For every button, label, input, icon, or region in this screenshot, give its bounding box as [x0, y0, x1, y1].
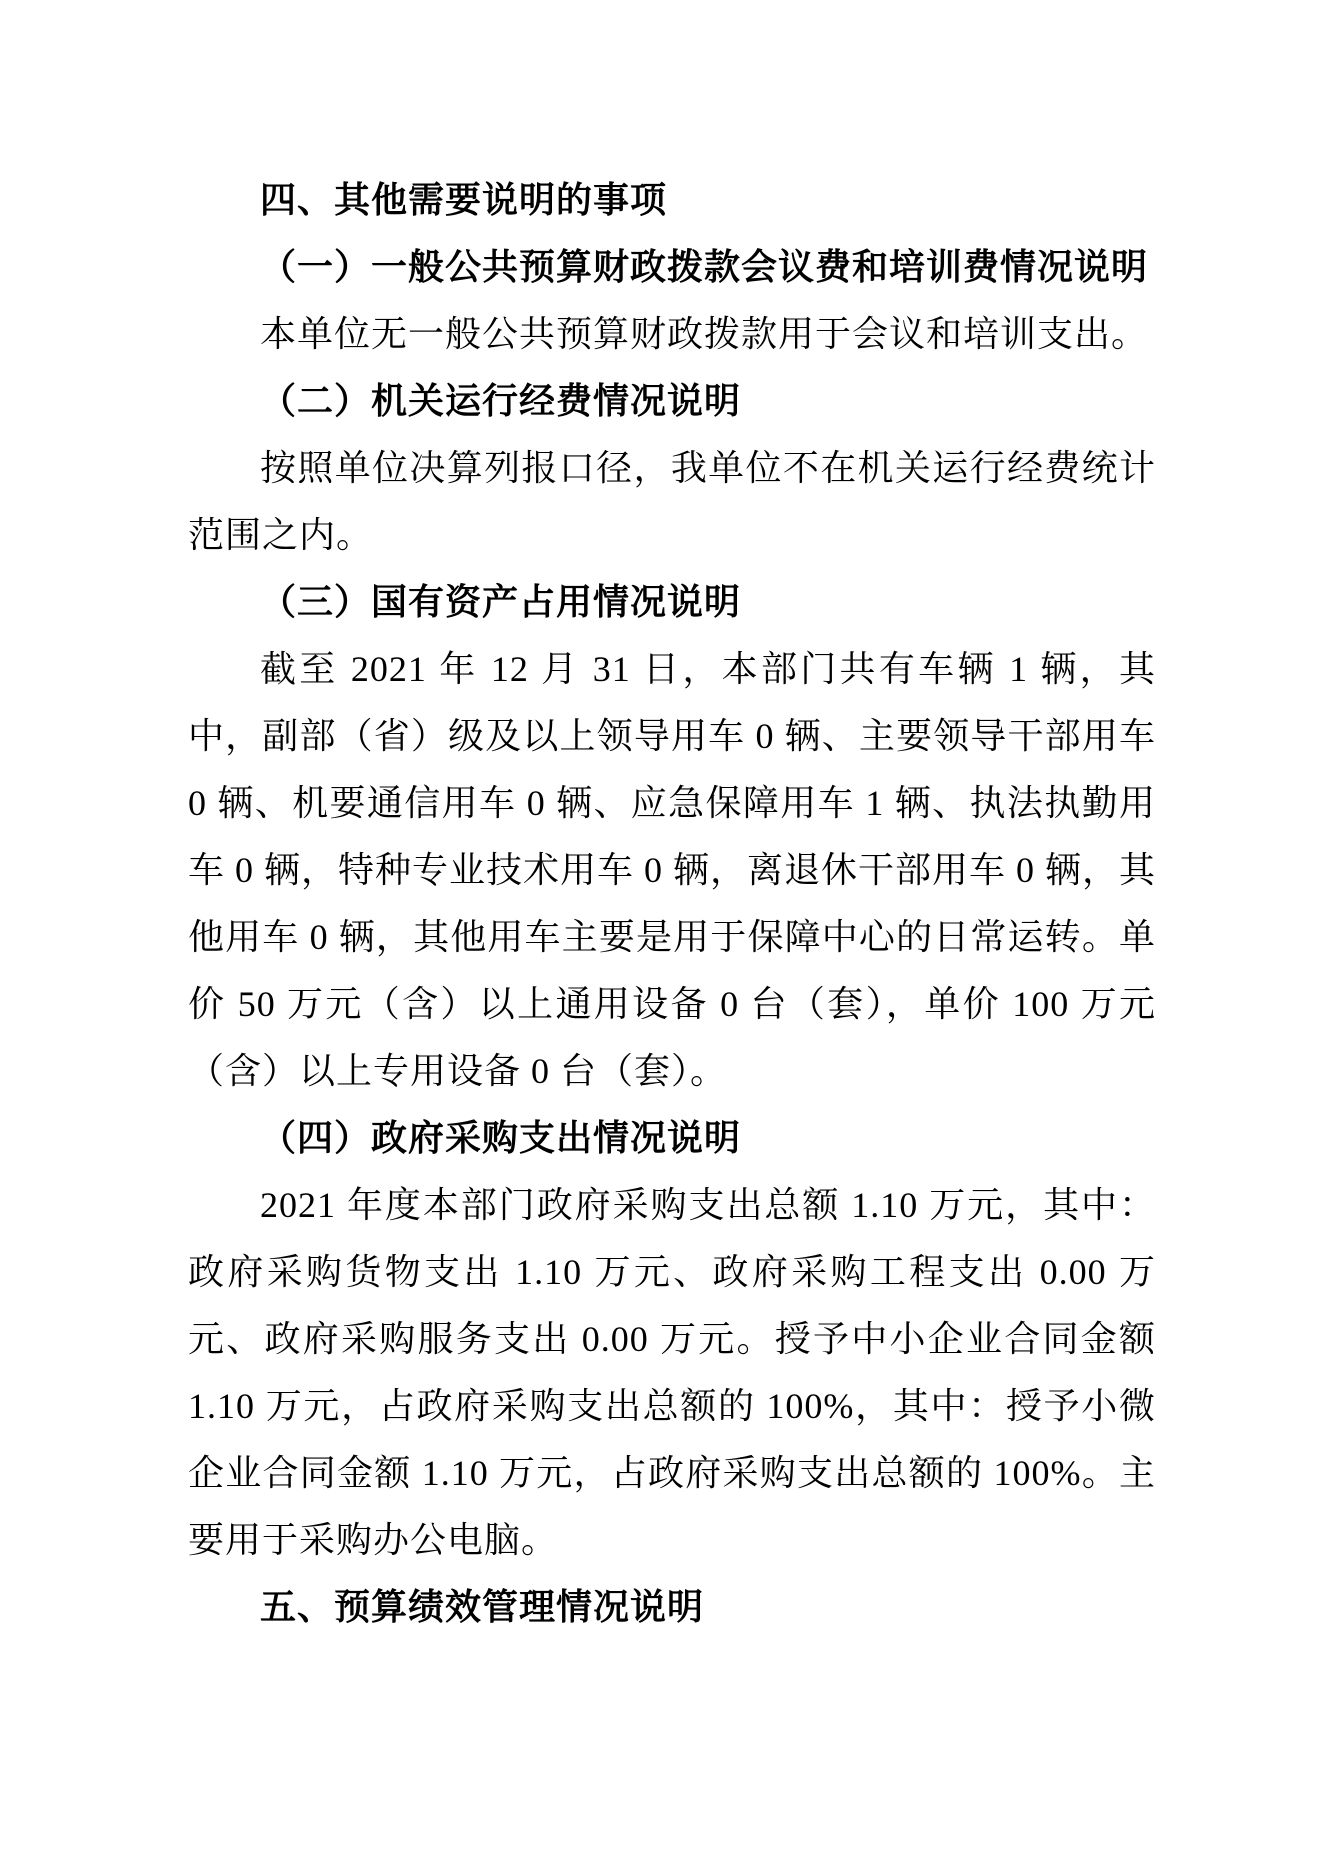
- section-heading-budget-performance: 五、预算绩效管理情况说明: [260, 1587, 705, 1628]
- paragraph-meeting-training-fees: 本单位无一般公共预算财政拨款用于会议和培训支出。: [260, 314, 1149, 354]
- paragraph-government-procurement: 2021 年度本部门政府采购支出总额 1.10 万元，其中：政府采购货物支出 1.10 万元、政府采购工程支出 0.00 万元、政府采购服务支出 0.00 万元。授予中小企业合同金额 1.10 万元，占政府采购支出总额的 100%，其中：授予小微企业合同金额 1.10 万元，占政府采购支出总额的 100%。主要用于采购办公电脑。: [188, 1185, 1156, 1560]
- section-heading-other-matters: 四、其他需要说明的事项: [260, 180, 668, 221]
- subsection-heading-state-assets: （三）国有资产占用情况说明: [260, 582, 742, 622]
- paragraph-operating-expenses: 按照单位决算列报口径，我单位不在机关运行经费统计范围之内。: [188, 448, 1156, 555]
- paragraph-state-assets: 截至 2021 年 12 月 31 日，本部门共有车辆 1 辆，其中，副部（省）级及以上领导用车 0 辆、主要领导干部用车 0 辆、机要通信用车 0 辆、应急保障用车 1 辆、执法执勤用车 0 辆，特种专业技术用车 0 辆，离退休干部用车 0 辆，其他用车 0 辆，其他用车主要是用于保障中心的日常运转。单价 50 万元（含）以上通用设备 0 台（套），单价 100 万元（含）以上专用设备 0 台（套）。: [188, 649, 1157, 1091]
- subsection-heading-operating-expenses: （二）机关运行经费情况说明: [260, 381, 742, 421]
- subsection-heading-meeting-training-fees: （一）一般公共预算财政拨款会议费和培训费情况说明: [260, 247, 1149, 287]
- subsection-heading-government-procurement: （四）政府采购支出情况说明: [260, 1118, 742, 1158]
